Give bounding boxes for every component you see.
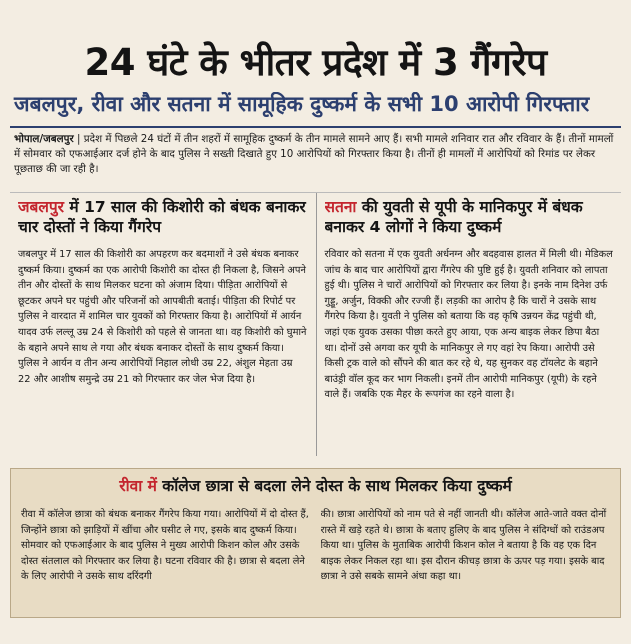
story-jabalpur bbox=[10, 193, 316, 456]
headline: 24 घंटे के भीतर प्रदेश में 3 गैंगरेप bbox=[84, 41, 547, 84]
story-jabalpur-place: जबलपुर bbox=[18, 198, 65, 216]
intro-text: | प्रदेश में पिछले 24 घंटों में तीन शहरों में सामूहिक दुष्कर्म के तीन मामले सामने आए हैं। सभी मामले शनिवार रात और रविवार के हैं। तीनों मामलों में सोमवार को एफआईआर दर्ज होने के बाद पुलिस ने सख्ती दिखाते हुए 10 आरोपियों को गिरफ्तार किया है। तीनों ही मामलों में आरोपियों को रिमांड पर लेकर पूछताछ की जा रही है। bbox=[14, 133, 614, 175]
story-rewa-columns bbox=[21, 507, 610, 585]
story-satna-headline bbox=[325, 197, 614, 241]
story-jabalpur-body: जबलपुर में 17 साल की किशोरी का अपहरण कर बदमाशों ने उसे बंधक बनाकर दुष्कर्म किया। दुष्कर्म का एक आरोपी किशोरी का दोस्त ही निकला है, जिसने अपने तीन और दोस्तों के साथ मिलकर घटना को अंजाम दिया। पीड़िता आरोपियों से छूटकर अपने घर पहुंची और परिजनों को आपबीती बताई। पीड़िता की रिपोर्ट पर पुलिस ने वारदात में शामिल चार युवकों को गिरफ्तार किया है। आरोपियों में आर्यन यादव उर्फ लल्लू उम्र 24 से किशोरी को पहले से जानता था। वह किशोरी को घुमाने के बहाने अपने साथ ले गया और बंधक बनाकर दोस्तों के साथ दुष्कर्म किया। पुलिस ने आर्यन व तीन अन्य आरोपियों निहाल लोधी उम्र 22, अंशुल मेहता उम्र 22 और आशीष समुन्द्रे उम्र 21 को गिरफ्तार कर जेल भेज दिया है। bbox=[18, 249, 307, 385]
subheadline: जबलपुर, रीवा और सतना में सामूहिक दुष्कर्म के सभी 10 आरोपी गिरफ्तार bbox=[14, 92, 590, 116]
dateline: भोपाल/जबलपुर bbox=[14, 133, 74, 145]
story-rewa-body-right: की। छात्रा आरोपियों को नाम पते से नहीं जानती थी। कॉलेज आते-जाते वक्त दोनों रास्ते में खड़े रहते थे। छात्रा के बताए हुलिए के बाद पुलिस ने संदिग्धों को राउंडअप किया था। पुलिस के मुताबिक आरोपी किशन कोल ने बताया है कि वह एक दिन बाइक लेकर निकल रहा था। इस दौरान कीचड़ छात्रा के ऊपर पड़ गया। इसके बाद छात्रा ने उसे सबके सामने अंधा कहा था। bbox=[320, 509, 607, 583]
story-rewa-place: रीवा में bbox=[119, 477, 157, 495]
intro-paragraph bbox=[10, 132, 621, 190]
story-jabalpur-headline bbox=[18, 197, 308, 241]
story-columns bbox=[10, 192, 621, 456]
story-satna-body: रविवार को सतना में एक युवती अर्धनग्न और बदहवास हालत में मिली थी। मेडिकल जांच के बाद चार आरोपियों द्वारा गैंगरेप की पुष्टि हुई है। युवती शनिवार को लापता हुई थी। पुलिस ने चारों आरोपियों को गिरफ्तार कर लिया है। इनके नाम दिनेश उर्फ गुड्डू, अर्जुन, विक्की और रज्जी हैं। लड़की का आरोप है कि चारों ने उसके साथ गैंगरेप किया है। युवती ने पुलिस को बताया कि वह कृषि उन्नयन केंद्र पहुंची थी, जहां एक युवक उसका पीछा करते हुए आया, एक अन्य बाइक लेकर छिपा बैठा था। दोनों उसे अगवा कर यूपी के मानिकपुर ले गए वहां रेप किया। आरोपी उसे किसी ट्रक वाले को सौंपने की बात कर रहे थे, यह सुनकर वह टॉयलेट के बहाने बाउंड्री वॉल कूद कर भाग निकली। इनमें तीन आरोपी मानिकपुर (यूपी) के रहने वाले हैं। जबकि एक मैहर के रूपगंज का रहने वाला है। bbox=[324, 249, 613, 401]
story-satna-headline-text: की युवती से यूपी के मानिकपुर में बंधक बनाकर 4 लोगों ने किया दुष्कर्म bbox=[324, 198, 583, 236]
story-satna bbox=[316, 193, 622, 456]
subhead-rule bbox=[10, 126, 621, 128]
story-satna-place: सतना bbox=[324, 198, 357, 216]
story-rewa-headline-text: कॉलेज छात्रा से बदला लेने दोस्त के साथ मिलकर किया दुष्कर्म bbox=[156, 477, 512, 495]
story-jabalpur-headline-text: में 17 साल की किशोरी को बंधक बनाकर चार दोस्तों ने किया गैंगरेप bbox=[18, 198, 306, 236]
story-rewa-headline bbox=[21, 475, 610, 503]
story-rewa-body-left: रीवा में कॉलेज छात्रा को बंधक बनाकर गैंगरेप किया गया। आरोपियों में दो दोस्त हैं, जिन्होंने छात्रा को झाड़ियों में खींचा और घसीट ले गए, इसके बाद दुष्कर्म किया। सोमवार को एफआईआर के बाद पुलिस ने मुख्य आरोपी किशन कोल और उसके दोस्त संतलाल को गिरफ्तार कर लिया है। घटना रविवार की है। छात्रा से बदला लेने के लिए आरोपी ने उसके साथ दरिंदगी bbox=[21, 509, 309, 583]
story-rewa-box bbox=[10, 468, 621, 618]
